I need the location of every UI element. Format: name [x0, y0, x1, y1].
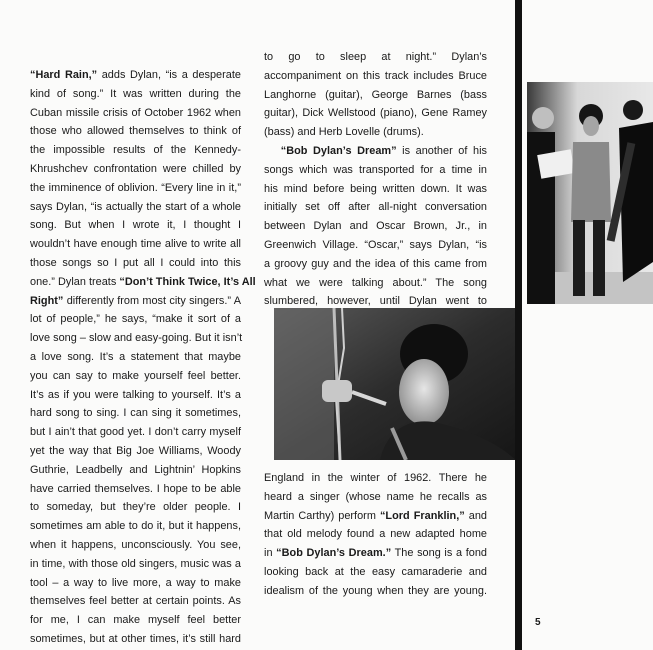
text-line [264, 544, 487, 563]
text-run: says Dylan, “is actually the start of a whole [30, 200, 241, 213]
text-line [30, 461, 241, 480]
text-line [30, 122, 241, 141]
text-line [264, 236, 487, 255]
text-run: the imminence of oblivion. “Every line in it,” [30, 181, 241, 194]
text-line [264, 48, 487, 67]
text-run: in time, with those old singers, music was a [30, 557, 241, 570]
page-number: 5 [535, 617, 541, 628]
bold-song-title: “Hard Rain,” [30, 69, 98, 81]
text-run: Cuban missile crisis of October 1962 when [30, 106, 241, 119]
text-run: to go to sleep at night.” Dylan’s [264, 51, 487, 63]
text-run: heard a singer (whose name he recalls as [264, 490, 487, 503]
text-run: themselves feel better at certain points. As [30, 595, 241, 608]
text-line [264, 563, 487, 582]
text-line [30, 611, 241, 630]
text-line [30, 630, 241, 649]
gutter-divider [515, 0, 522, 650]
text-run: (bass) and Herb Lovelle (drums). [264, 126, 424, 139]
text-line [30, 85, 241, 104]
bold-song-title: “Bob Dylan’s Dream.” [276, 547, 392, 560]
text-run: those songs so I put all I could into this [30, 256, 241, 269]
text-line [30, 179, 241, 198]
text-line [30, 592, 241, 611]
text-run: but I ain’t that good yet. I don’t carry myself [30, 426, 241, 439]
text-run: and [464, 509, 487, 522]
text-run: have carried themselves. I hope to be able [30, 482, 241, 495]
text-line [30, 66, 241, 85]
text-run: hard song to sing. I can sing it sometimes, [30, 407, 241, 420]
text-run: Martin Carthy) perform [264, 509, 380, 522]
text-line [30, 235, 241, 254]
text-run: when it happens, unconsciously. You see, [30, 538, 241, 551]
text-run: initially set off after all-night conversation [264, 201, 487, 214]
photo-studio-group-image [527, 82, 653, 304]
text-line [30, 536, 241, 555]
text-line [30, 498, 241, 517]
text-line [30, 141, 241, 160]
bold-song-title: “Lord Franklin,” [379, 509, 465, 522]
text-run: songs which was transported for a time in [264, 163, 487, 176]
bold-song-title: “Don’t Think Twice, It’s All [119, 275, 256, 288]
text-run: looking back at the easy camaraderie and [264, 565, 487, 578]
text-run: sometimes am able to do it, but it happens, [30, 520, 241, 533]
text-line [264, 142, 487, 161]
text-run: wouldn’t have enough time alive to write all [30, 238, 241, 251]
text-line [30, 160, 241, 179]
text-line [264, 582, 487, 601]
text-run: The song is a fond [391, 547, 487, 560]
photo-dylan-at-microphone-image [274, 308, 516, 460]
text-run: Guthrie, Leadbelly and Lightnin’ Hopkins [30, 463, 241, 476]
text-run: is another of his [396, 144, 487, 157]
text-run: England in the winter of 1962. There he [264, 472, 487, 484]
text-run: a groovy guy and the idea of this came from [264, 257, 487, 270]
text-line [30, 442, 241, 461]
text-line [30, 480, 241, 499]
text-line [30, 386, 241, 405]
text-column-right-top [264, 48, 487, 311]
text-line [264, 161, 487, 180]
text-run: guitar), Dick Wellstood (piano), Gene Ramey [264, 107, 487, 120]
text-run: Greenwich Village. “Oscar,” says Dylan, “is [264, 238, 487, 251]
bold-song-title: Right” [30, 294, 64, 307]
text-run: to someday, but they’re older people. I [30, 501, 241, 514]
text-run: Langhorne (guitar), George Barnes (bass [264, 88, 487, 101]
text-run: differently from most city singers.” A [63, 294, 241, 307]
text-line [264, 274, 487, 293]
text-run: tool – a way to live more, a way to make [30, 576, 241, 589]
text-line [264, 488, 487, 507]
text-line [30, 517, 241, 536]
text-line [30, 292, 241, 311]
text-line [264, 255, 487, 274]
text-run: a love song. It’s a statement that maybe [30, 350, 241, 363]
text-run [264, 145, 281, 157]
text-run: yet the way that Big Joe Williams, Woody [30, 444, 241, 457]
text-run: in [264, 547, 277, 560]
text-run: those who allowed themselves to think of [30, 125, 241, 138]
text-column-right-bottom [264, 469, 487, 601]
text-run: idealism of the young when they are young. [264, 584, 487, 597]
text-line [264, 217, 487, 236]
text-run: It’s as if you were talking to yourself. It’s a [30, 388, 241, 401]
text-run: for me, I can make myself feel better [30, 614, 241, 627]
text-run: his mind before being written down. It was [264, 182, 487, 195]
text-line [30, 574, 241, 593]
text-column-left [30, 66, 256, 649]
text-line [264, 180, 487, 199]
text-run: between Dylan and Oscar Brown, Jr., in [264, 220, 487, 233]
text-line [30, 423, 241, 442]
text-run: lot of people,” he says, “make it sort of a [30, 313, 241, 326]
text-line [264, 104, 487, 123]
text-line [30, 104, 241, 123]
text-line [264, 123, 487, 142]
text-run: the impossible results of the Kennedy- [30, 144, 241, 157]
text-run: accompaniment on this track includes Bruce [264, 69, 487, 82]
text-run: slumbered, however, until Dylan went to [264, 295, 487, 308]
photo-dylan-at-microphone [274, 308, 516, 460]
text-run: that old melody found a new adapted home [264, 528, 487, 541]
text-run: song. But when I wrote it, I thought I [30, 219, 241, 232]
text-run: sometimes, but at other times, it’s still hard [30, 632, 241, 645]
text-line [30, 273, 256, 292]
text-run: what we were talking about.” The song [264, 276, 487, 289]
text-line [264, 198, 487, 217]
text-line [264, 525, 487, 544]
text-run: you can say to make yourself feel better. [30, 369, 241, 382]
text-run: kind of song.” It was written during the [30, 87, 241, 100]
bold-song-title: “Bob Dylan’s Dream” [280, 144, 397, 157]
text-line [264, 86, 487, 105]
text-line [30, 216, 241, 235]
text-line [30, 310, 241, 329]
text-run: one.” Dylan treats [30, 275, 120, 288]
text-line [30, 555, 241, 574]
photo-studio-group [527, 82, 653, 304]
text-line [30, 198, 241, 217]
text-line [264, 469, 487, 488]
text-line [30, 404, 241, 423]
text-run: Khrushchev confrontation were chilled by [30, 162, 241, 175]
text-line [30, 254, 241, 273]
text-line [30, 348, 241, 367]
text-line [30, 367, 241, 386]
text-line [264, 67, 487, 86]
text-run: love song – slow and easy-going. But it isn’t [30, 332, 243, 345]
text-run: adds Dylan, “is a desperate [97, 69, 241, 81]
text-line [30, 329, 241, 348]
text-line [264, 507, 487, 526]
